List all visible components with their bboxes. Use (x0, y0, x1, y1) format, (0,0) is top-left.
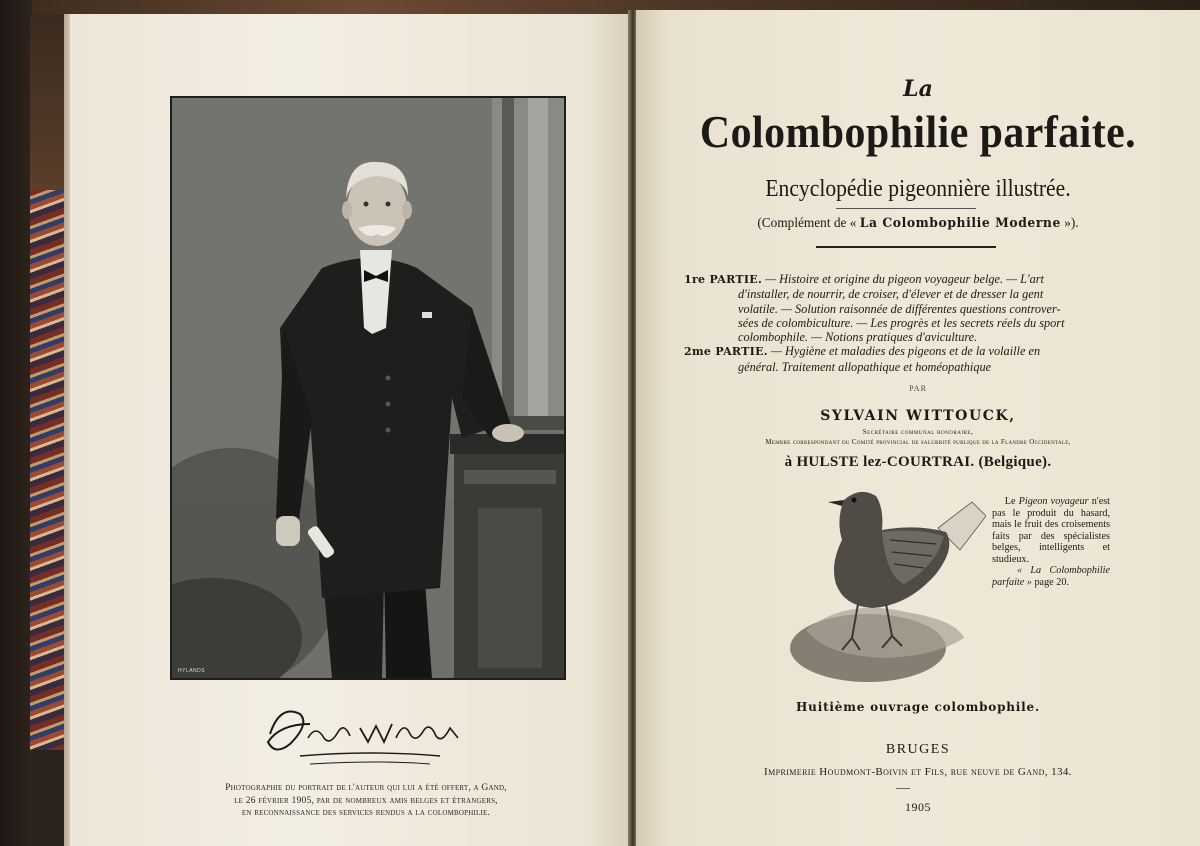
part-2 (684, 344, 1110, 374)
book-subtitle: Encyclopédie pigeonnière illustrée. (765, 176, 1071, 202)
author-role: Secrétaire communal honoraire, (862, 428, 974, 436)
pigeon-illustration (786, 480, 986, 695)
author-place: à HULSTE lez-COURTRAI. (Belgique). (784, 454, 1052, 470)
book-spine (0, 0, 32, 846)
note-text: n'est pas le produit du hasard, mais le fruit des croisements faits par des spécialistes belges, intelligents et studieux. (992, 496, 1111, 565)
portrait-caption (170, 782, 562, 820)
part-1 (684, 272, 1110, 344)
note-emphasis: Pigeon voyageur (1018, 496, 1089, 507)
author-portrait-photo (170, 96, 566, 680)
marbled-cover (30, 190, 66, 750)
publication-year: 1905 (905, 800, 931, 814)
right-page (636, 10, 1200, 846)
caption-line: en reconnaissance des services rendus a la colombophilie. (241, 807, 491, 818)
by-label: PAR (909, 384, 927, 393)
caption-line: le 26 février 1905, par de nombreux amis belges et étrangers, (234, 794, 498, 806)
part-1-text: sées de colombiculture. — Les progrès et les secrets réels du sport (738, 315, 1065, 330)
printer: Imprimerie Houdmont-Boivin et Fils, rue neuve de Gand, 134. (764, 766, 1072, 778)
author-signature (250, 694, 470, 779)
part-1-label: 1re PARTIE. (684, 273, 763, 286)
complement-line (650, 216, 1186, 232)
divider (896, 788, 910, 789)
publication-city: BRUGES (885, 742, 951, 757)
part-2-label: 2me PARTIE. (684, 345, 768, 359)
part-1-text: volatile. — Solution raisonnée de différentes questions controver- (738, 301, 1061, 316)
complement-title: La Colombophilie Moderne (859, 216, 1061, 231)
contents-parts (684, 272, 1110, 374)
part-2-text: — Hygiène et maladies des pigeons et de la volaille en (767, 344, 1041, 359)
note-reference: « La Colombophilie parfaite » (992, 565, 1110, 588)
left-page (70, 14, 630, 846)
note-page: page 20. (1031, 576, 1069, 588)
part-1-text: — Histoire et origine du pigeon voyageur belge. — L'art (762, 272, 1044, 286)
complement-suffix: »). (1060, 216, 1079, 231)
divider (836, 208, 976, 209)
caption-line: Photographie du portrait de l'auteur qui lui a été offert, a Gand, (225, 782, 507, 793)
work-number: Huitième ouvrage colombophile. (796, 700, 1040, 714)
complement-prefix: (Complément de « (757, 216, 860, 231)
note-text: Le (1004, 496, 1019, 507)
part-2-text: général. Traitement allopathique et homéopathique (738, 359, 992, 374)
divider (816, 246, 996, 248)
title-article: La (903, 76, 933, 102)
photo-credit: HYLANDS (178, 668, 206, 674)
pigeon-note (992, 496, 1110, 588)
cover-edge (30, 14, 66, 190)
author-role: Membre correspondant du Comité provincial de salubrité publique de la Flandre Occidentale, (765, 438, 1071, 446)
part-1-text: colombophile. — Notions pratiques d'aviculture. (738, 330, 978, 345)
book-title: Colombophilie parfaite. (699, 107, 1137, 157)
part-1-text: d'installer, de nourrir, de croiser, d'élever et de dresser la gent (738, 287, 1044, 302)
author-name: SYLVAIN WITTOUCK, (820, 408, 1016, 424)
